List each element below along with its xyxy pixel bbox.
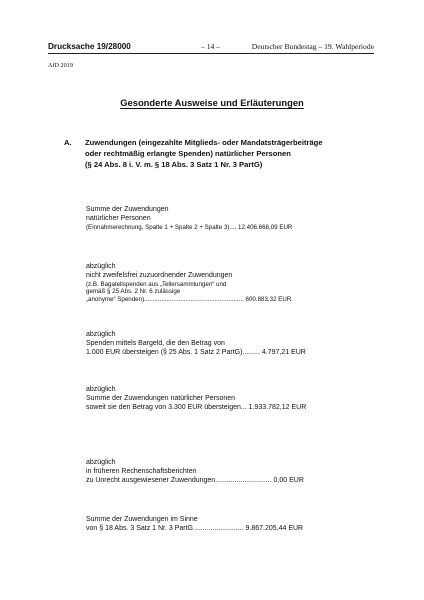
block-amount-line: „anonyme“ Spenden).......................................................... 600.883,32 EUR: [86, 296, 292, 304]
total-donations-block: [86, 206, 386, 231]
page-title-text: Gesonderte Ausweise und Erläuterungen: [120, 97, 304, 108]
block-line: abzüglich: [86, 263, 116, 270]
block-amount-line: (Einnahmerechnung, Spalte 1 + Spalte 2 + Spalte 3).... 12.406.668,09 EUR: [86, 223, 293, 231]
page-title: [0, 97, 424, 108]
block-amount-line: soweit sie den Betrag von 3.300 EUR übersteigen... 1.933.782,12 EUR: [86, 403, 307, 411]
page-number: – 14 –: [201, 42, 220, 51]
large-donations-block: [86, 386, 386, 412]
block-note-line: (z.B. Bagatellspenden aus „Tellersammlungen“ und: [86, 280, 227, 288]
block-amount-line: zu Unrecht ausgewiesener Zuwendungen............................. 0,00 EUR: [86, 476, 304, 484]
block-line: in früheren Rechenschaftsberichten: [86, 467, 197, 475]
block-line: nicht zweifelsfrei zuzuordnender Zuwendungen: [86, 271, 233, 279]
block-amount-line: 1.000 EUR übersteigen (§ 25 Abs. 1 Satz 2 PartG)......... 4.797,21 EUR: [86, 348, 306, 356]
block-note-line: gemäß § 25 Abs. 2 Nr. 6 zulässige: [86, 288, 181, 296]
section-letter: A.: [64, 138, 72, 147]
document-number-prefix: Drucksache 19/: [48, 42, 109, 51]
block-line: abzüglich: [86, 331, 116, 338]
section-heading-line: Zuwendungen (eingezahlte Mitglieds- oder Mandatsträgerbeiträge: [85, 138, 323, 147]
block-line: abzüglich: [86, 386, 116, 393]
document-number: [48, 42, 131, 51]
header-publisher: Deutscher Bundestag – 19. Wahlperiode: [251, 42, 374, 51]
section-heading-line: (§ 24 Abs. 8 i. V. m. § 18 Abs. 3 Satz 1 Nr. 3 PartG): [85, 160, 263, 169]
block-line: Summe der Zuwendungen im Sinne: [86, 516, 198, 523]
previous-reports-block: [86, 459, 386, 485]
block-line: Summe der Zuwendungen: [86, 206, 169, 213]
block-line: Spenden mittels Bargeld, die den Betrag von: [86, 339, 225, 347]
section-heading-line: oder rechtmäßig erlangte Spenden) natürlicher Personen: [85, 149, 291, 158]
document-number-value: 28000: [108, 42, 131, 51]
report-label: AfD 2019: [48, 62, 73, 69]
header-rule: [48, 53, 374, 54]
block-line: abzüglich: [86, 459, 116, 466]
block-line: natürlicher Personen: [86, 214, 151, 222]
block-line: Summe der Zuwendungen natürlicher Personen: [86, 394, 236, 402]
final-sum-block: [86, 516, 386, 534]
cash-donations-block: [86, 331, 386, 357]
unattributable-donations-block: [86, 263, 386, 304]
block-amount-line: von § 18 Abs. 3 Satz 1 Nr. 3 PartG.......................... 9.867.205,44 EUR: [86, 524, 304, 532]
section-heading-lines: [85, 137, 385, 170]
